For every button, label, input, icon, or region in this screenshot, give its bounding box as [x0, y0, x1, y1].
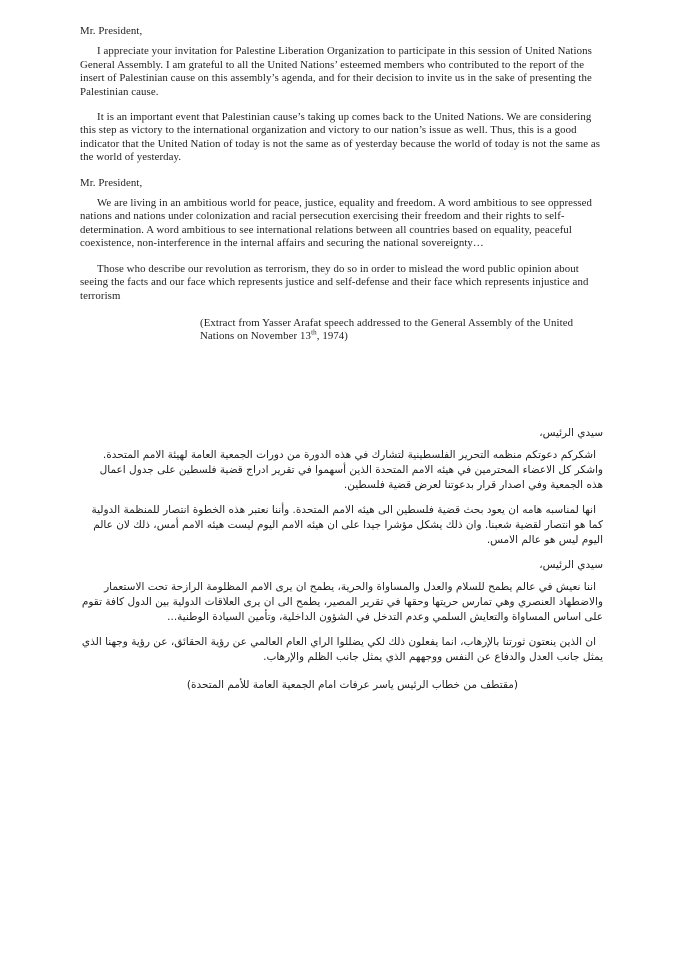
ar-salutation-2: سيدي الرئيس، — [539, 559, 603, 571]
ar-paragraph-2: انها لمناسبه هامه ان يعود بحث قضية فلسطين الى هيئه الامم المتحدة. وأننا نعتبر هذه الخطوة انتصار للمنظمة الدولية كما هو انتصار لقضية شعبنا. وان ذلك يشكل مؤشرا جيدا على ان هيئه الامم اليوم ليست هيئه الامم أمس، ذلك لان عالم اليوم ليس هو عالم الامس. — [91, 504, 603, 546]
ar-salutation-1: سيدي الرئيس، — [539, 427, 603, 439]
arabic-section — [80, 426, 603, 693]
ar-paragraph-1: اشكركم دعوتكم منظمه التحرير الفلسطينية لتشارك في هذه الدورة من دورات الجمعية العامة لهيئة الامم المتحدة. واشكر كل الاعضاء المحترمين في هيئه الامم المتحدة الذين أسهموا في تقرير ادراج قضية فلسطين على جدول اعمال هذه الجمعية وفي اصدار قرار بدعوتنا لعرض قضية فلسطين. — [99, 449, 603, 491]
en-salutation-1: Mr. President, — [80, 25, 143, 37]
ar-paragraph-3: اننا نعيش في عالم يطمح للسلام والعدل والمساواة والحرية، يطمح ان يرى الامم المظلومة الرازحة تحت الاستعمار والاضطهاد العنصري وهي تمارس حريتها وحقها في تقرير المصير، يطمح الى ان يرى العلاقات الدولية بين الدول كافة تقوم على اساس المساواة والتعايش السلمي وعدم التدخل في الشؤون الداخلية، وتأمين السيادة الوطنية... — [81, 581, 603, 623]
english-section — [80, 25, 603, 344]
en-paragraph-3: We are living in an ambitious world for peace, justice, equality and freedom. A word ambitious to see oppressed nations and nations under colonization and racial persecution exercising their freedom and their rights to self-determination. A word ambitious to see international relations between all countries based on equality, peaceful coexistence, non-interference in the internal affairs and securing the national sovereignty… — [80, 197, 593, 250]
en-extract-text-end: , 1974) — [316, 330, 349, 343]
en-extract-ordinal-superscript: th — [311, 328, 317, 337]
en-paragraph-1: I appreciate your invitation for Palestine Liberation Organization to participate in this session of United Nations General Assembly. I am grateful to all the United Nations’ esteemed members who contributed to the report of the insert of Palestinian cause on this assembly’s agenda, and for their decision to invite us in the sake of presenting the Palestinian cause. — [80, 45, 592, 98]
en-paragraph-2: It is an important event that Palestinian cause’s taking up comes back to the United Nations. We are considering this step as victory to the international organization and victory to our nation’s issue as well. Thus, this is a good indicator that the United Nation of today is not the same as of yesterday because the world of today is not the same as the world of yesterday. — [80, 111, 601, 164]
ar-paragraph-4: ان الذين ينعتون ثورتنا بالإرهاب، انما يفعلون ذلك لكي يضللوا الراي العام العالمي عن رؤية الحقائق، عن رؤية وجهنا الذي يمثل جانب العدل والدفاع عن النفس ووجههم الذي يمثل جانب الظلم والإرهاب. — [81, 636, 603, 663]
en-extract-attribution — [200, 317, 598, 344]
en-extract-text: (Extract from Yasser Arafat speech addressed to the General Assembly of the United Nations on November 13 — [200, 316, 574, 343]
en-paragraph-4: Those who describe our revolution as terrorism, they do so in order to mislead the word public opinion about seeing the facts and our face which represents justice and self-defense and their face which represents injustice and terrorism — [80, 262, 589, 302]
en-salutation-2: Mr. President, — [80, 176, 143, 189]
ar-extract-attribution: (مقتطف من خطاب الرئيس ياسر عرفات امام الجمعية العامة للأمم المتحدة) — [186, 679, 518, 691]
